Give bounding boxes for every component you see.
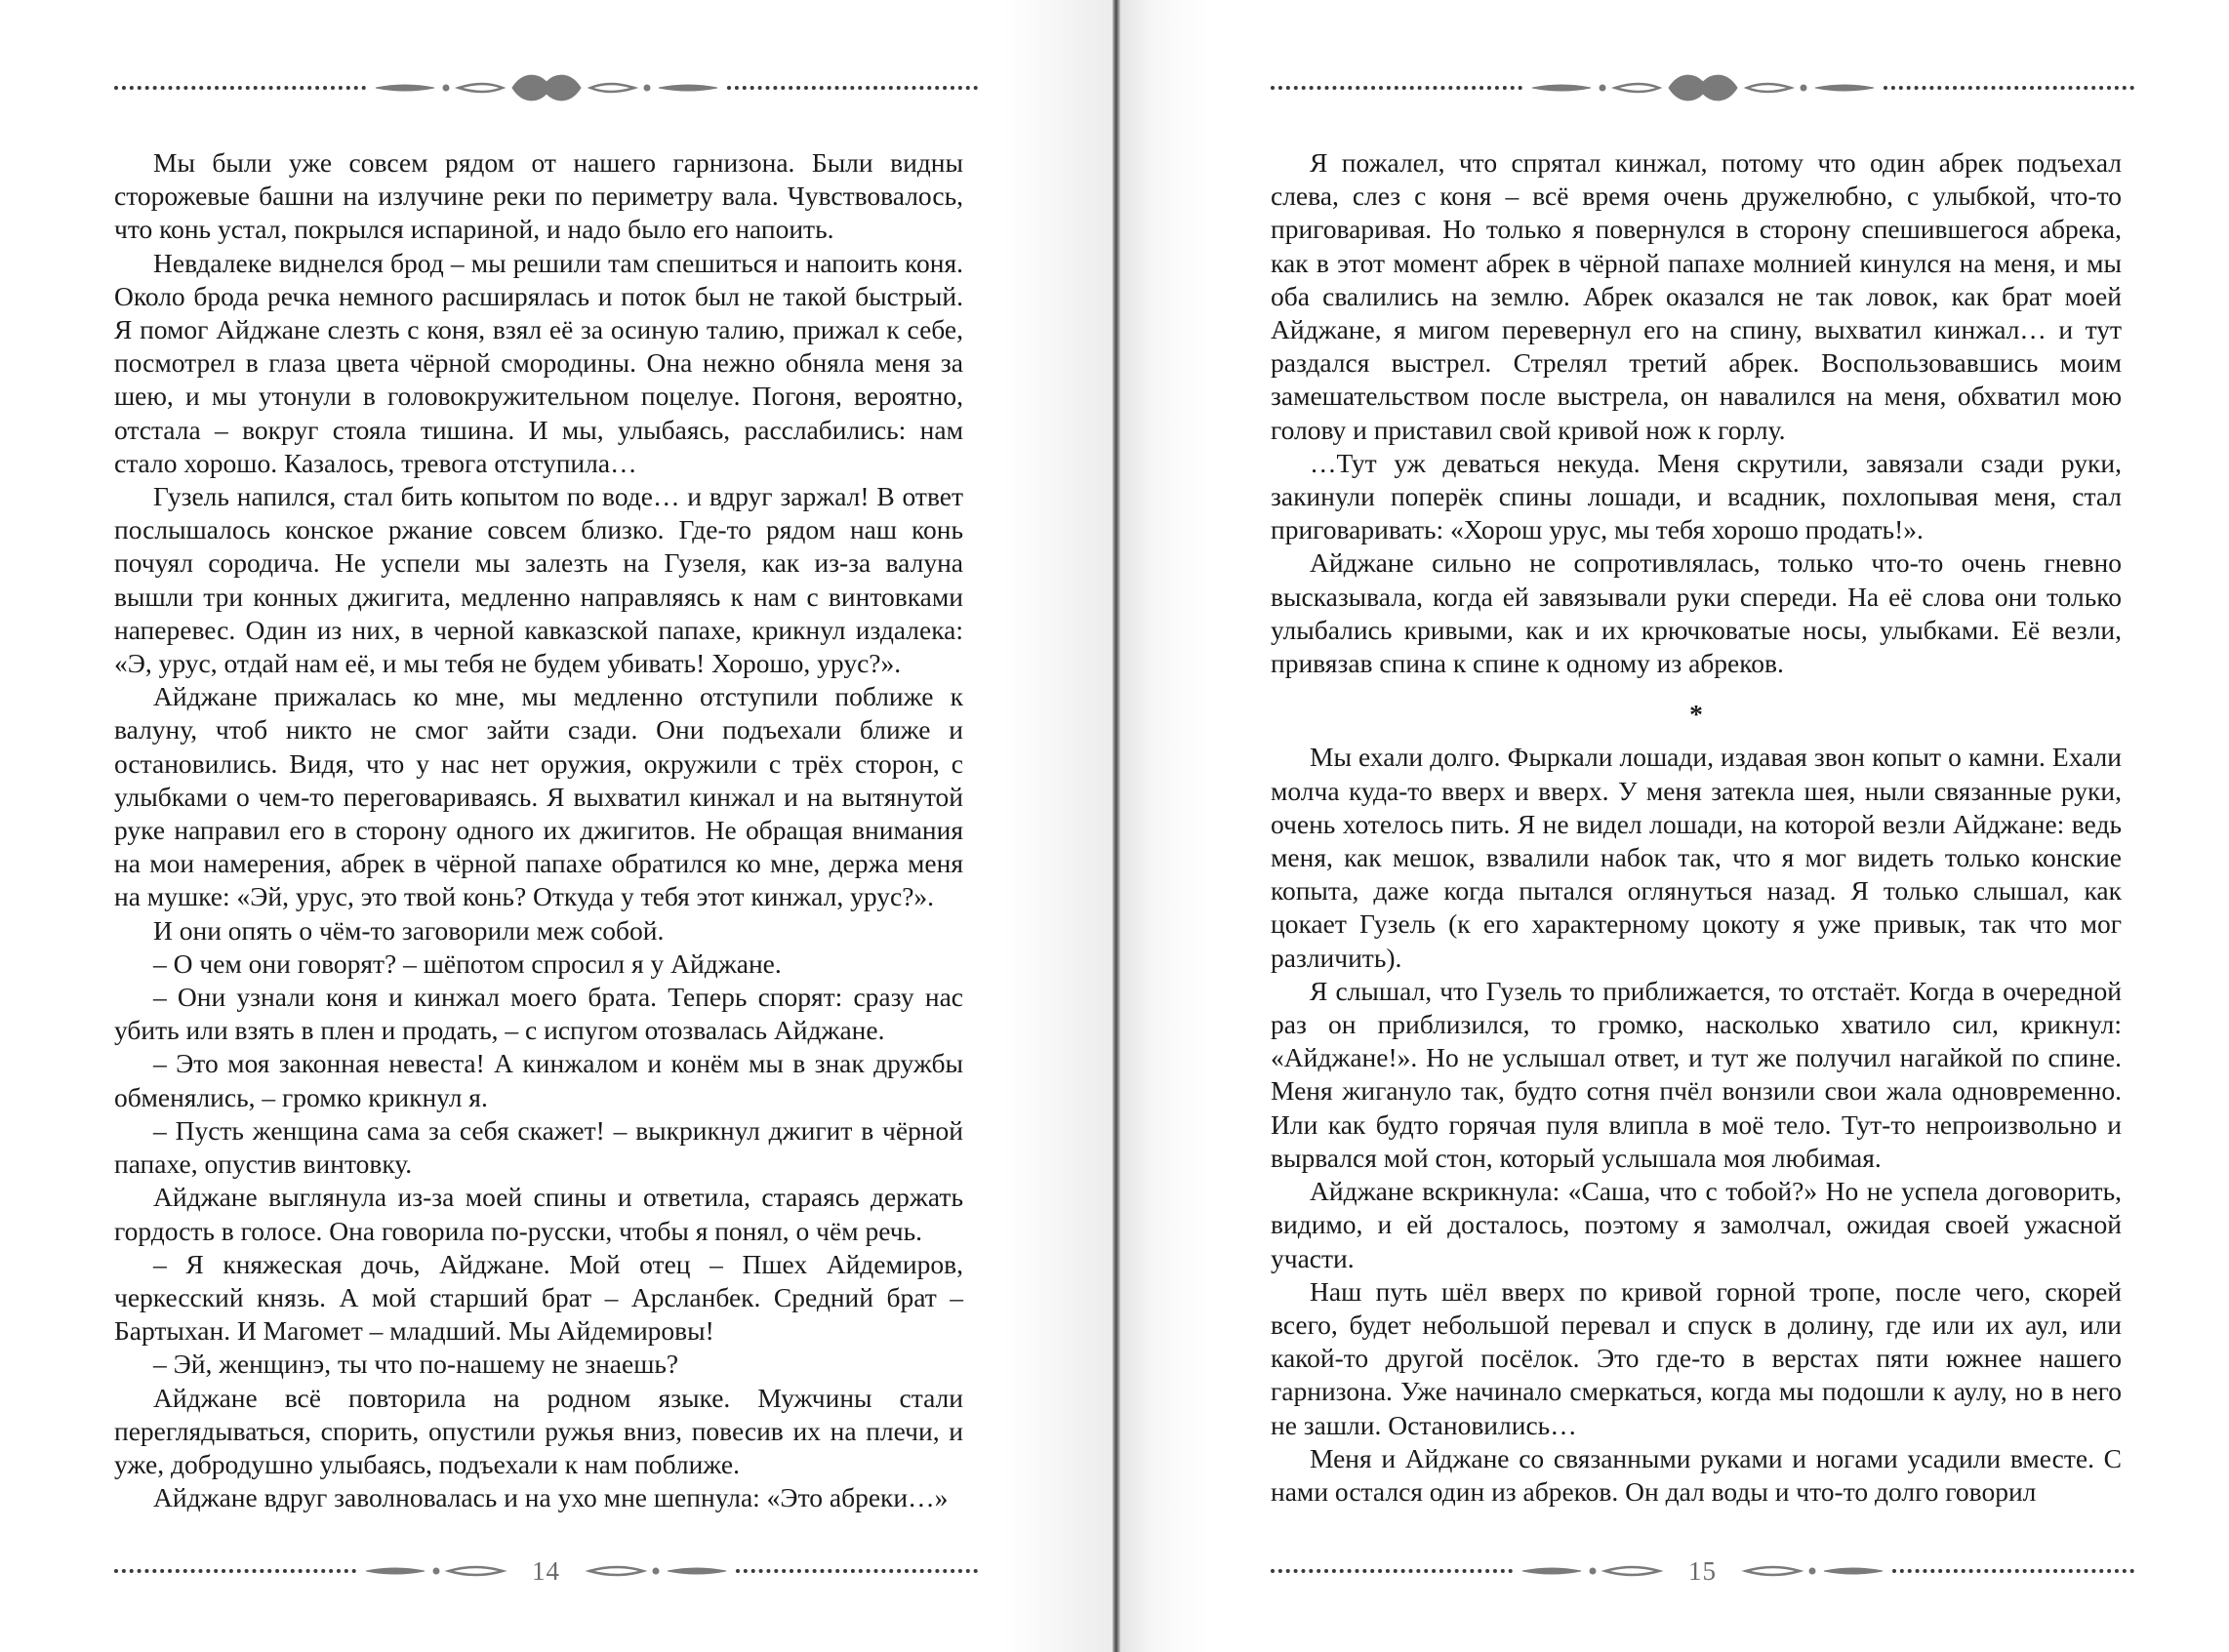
- footer-flourish-left-icon: [356, 1551, 512, 1591]
- paragraph: – Они узнали коня и кинжал моего брата. Теперь спорят: сразу нас убить или взять в плен и продать, – с испугом отозвалась Айджане.: [114, 982, 963, 1046]
- dotted-rule: [114, 86, 366, 90]
- paragraph: – Я княжеская дочь, Айджане. Мой отец – Пшех Айдемиров, черкесский князь. А мой старший брат – Арсланбек. Средний брат – Бартыхан. И Магомет – младший. Мы Айдемировы!: [114, 1248, 963, 1347]
- paragraph: Айджане вскрикнула: «Саша, что с тобой?» Но не успела договорить, видимо, и ей досталось, поэтому я замолчал, ожидая своей ужасной участи.: [1271, 1176, 2122, 1273]
- left-page: [0, 0, 1114, 1652]
- paragraph: – О чем они говорят? – шёпотом спросил я у Айджане.: [153, 947, 782, 979]
- paragraph: Айджане выглянула из-за моей спины и ответила, стараясь держать гордость в голосе. Она говорила по-русски, чтобы я понял, о чём речь.: [114, 1182, 963, 1246]
- paragraph: Невдалеке виднелся брод – мы решили там спешиться и напоить коня. Около брода речка немного расширялась и поток был не такой быстрый. Я помог Айджане слезть с коня, взял её за осиную талию, прижал к себе, посмотрел в глаза цвета чёрной смородины. Она нежно обняла меня за шею, и мы утонули в головокружительном поцелуе. Погоня, вероятно, отстала – вокруг стояла тишина. И мы, улыбаясь, расслабились: нам стало хорошо. Казалось, тревога отступила…: [114, 247, 963, 478]
- page-number: 15: [1688, 1555, 1717, 1586]
- footer-ornament: [114, 1551, 978, 1591]
- dotted-rule: [736, 1569, 978, 1573]
- paragraph: Айджане сильно не сопротивлялась, только что-то очень гневно высказывала, когда ей завязывали руки спереди. На её слова они только улыбались кривыми, как и их крючковатые носы, улыбками. Её везли, привязав спина к спине к одному из абреков.: [1271, 547, 2122, 679]
- paragraph: – Это моя законная невеста! А кинжалом и конём мы в знак дружбы обменялись, – громко крикнул я.: [114, 1048, 963, 1112]
- dotted-rule: [1884, 86, 2135, 90]
- paragraph: – Эй, женщинэ, ты что по-нашему не знаешь?: [153, 1349, 679, 1380]
- dotted-rule: [114, 1569, 356, 1573]
- header-ornament: [1271, 68, 2134, 107]
- dotted-rule: [1271, 1569, 1513, 1573]
- paragraph: Айджане прижалась ко мне, мы медленно отступили поближе к валуну, чтоб никто не смог зайти сзади. Они подъехали ближе и остановились. Видя, что у нас нет оружия, окружили с трёх сторон, с улыбками о чем-то переговариваясь. Я выхватил кинжал и на вытянутой руке направил его в сторону одного их джигитов. Не обращая внимания на мои намерения, абрек в чёрной папахе обратился ко мне, держа меня на мушке: «Эй, урус, это твой конь? Откуда у тебя этот кинжал, урус?».: [114, 681, 963, 912]
- dotted-rule: [727, 86, 979, 90]
- right-page: [1120, 0, 2229, 1652]
- dotted-rule: [1892, 1569, 2134, 1573]
- left-page-body: [114, 146, 963, 1514]
- paragraph: Мы ехали долго. Фыркали лошади, издавая звон копыт о камни. Ехали молча куда-то вверх и вверх. У меня затекла шея, ныли связанные руки, очень хотелось пить. Я не видел лошади, на которой везли Айджане: ведь меня, как мешок, взвалили набок так, что я мог видеть только конские копыта, даже когда пытался оглянуться назад. Я только слышал, как цокает Гузель (к его характерному цокоту я уже привык, так что мог различить).: [1271, 742, 2122, 973]
- paragraph: Меня и Айджане со связанными руками и ногами усадили вместе. С нами остался один из абреков. Он дал воды и что-то долго говорил: [1271, 1442, 2122, 1507]
- right-page-body: [1271, 146, 2122, 1509]
- book-gutter: [1113, 0, 1120, 1652]
- footer-ornament: [1271, 1551, 2134, 1591]
- footer-flourish-right-icon: [1736, 1551, 1892, 1591]
- header-flourish-icon: [1522, 68, 1884, 107]
- paragraph: Мы были уже совсем рядом от нашего гарнизона. Были видны сторожевые башни на излучине реки по периметру вала. Чувствовалось, что конь устал, покрылся испариной, и надо было его напоить.: [114, 147, 963, 245]
- paragraph: Айджане всё повторила на родном языке. Мужчины стали переглядываться, спорить, опустили ружья вниз, повесив их на плечи, и уже, добродушно улыбаясь, подъехали к нам поближе.: [114, 1382, 963, 1479]
- section-divider: *: [1689, 699, 1703, 730]
- paragraph: И они опять о чём-то заговорили меж собой.: [153, 914, 665, 946]
- page-number: 14: [532, 1555, 560, 1586]
- paragraph: Айджане вдруг заволновалась и на ухо мне шепнула: «Это абреки…»: [153, 1482, 949, 1513]
- paragraph: Я слышал, что Гузель то приближается, то отстаёт. Когда в очередной раз он приблизился, то громко, насколько хватило сил, крикнул: «Айджане!». Но не услышал ответ, и тут же получил нагайкой по спине. Меня жигануло так, будто сотня пчёл вонзили свои жала одновременно. Или как будто горячая пуля влипла в моё тело. Тут-то непроизвольно и вырвался мой стон, который услышала моя любимая.: [1271, 975, 2122, 1173]
- paragraph: – Пусть женщина сама за себя скажет! – выкрикнул джигит в чёрной папахе, опустив винтовку.: [114, 1114, 963, 1180]
- footer-flourish-right-icon: [580, 1551, 736, 1591]
- header-ornament: [114, 68, 978, 107]
- dotted-rule: [1271, 86, 1522, 90]
- paragraph: …Тут уж деваться некуда. Меня скрутили, завязали сзади руки, закинули поперёк спины лошади, и всадник, похлопывая меня, стал приговаривать: «Хорош урус, мы тебя хорошо продать!».: [1271, 447, 2122, 545]
- paragraph: Наш путь шёл вверх по кривой горной тропе, после чего, скорей всего, будет небольшой перевал и спуск в долину, где или их аул, или какой-то другой посёлок. Это где-то в верстах пяти южнее нашего гарнизона. Уже начинало смеркаться, когда мы подошли к аулу, но в него не зашли. Остановились…: [1271, 1275, 2122, 1440]
- header-flourish-icon: [366, 68, 727, 107]
- footer-flourish-left-icon: [1513, 1551, 1669, 1591]
- paragraph: Я пожалел, что спрятал кинжал, потому что один абрек подъехал слева, слез с коня – всё время очень дружелюбно, с улыбкой, что-то приговаривая. Но только я повернулся в сторону спешившегося абрека, как в этот момент абрек в чёрной папахе молнией кинулся на меня, и мы оба свалились на землю. Абрек оказался не так ловок, как брат моей Айджане, я мигом перевернул его на спину, выхватил кинжал… и тут раздался выстрел. Стрелял третий абрек. Воспользовавшись моим замешательством после выстрела, он навалился на меня, обхватил мою голову и приставил свой кривой нож к горлу.: [1271, 147, 2122, 445]
- paragraph: Гузель напился, стал бить копытом по воде… и вдруг заржал! В ответ послышалось конское ржание совсем близко. Где-то рядом наш конь почуял сородича. Не успели мы залезть на Гузеля, как из-за валуна вышли три конных джигита, медленно направляясь к нам с винтовками наперевес. Один из них, в черной кавказской папахе, крикнул издалека: «Э, урус, отдай нам её, и мы тебя не будем убивать! Хорошо, урус?».: [114, 481, 963, 679]
